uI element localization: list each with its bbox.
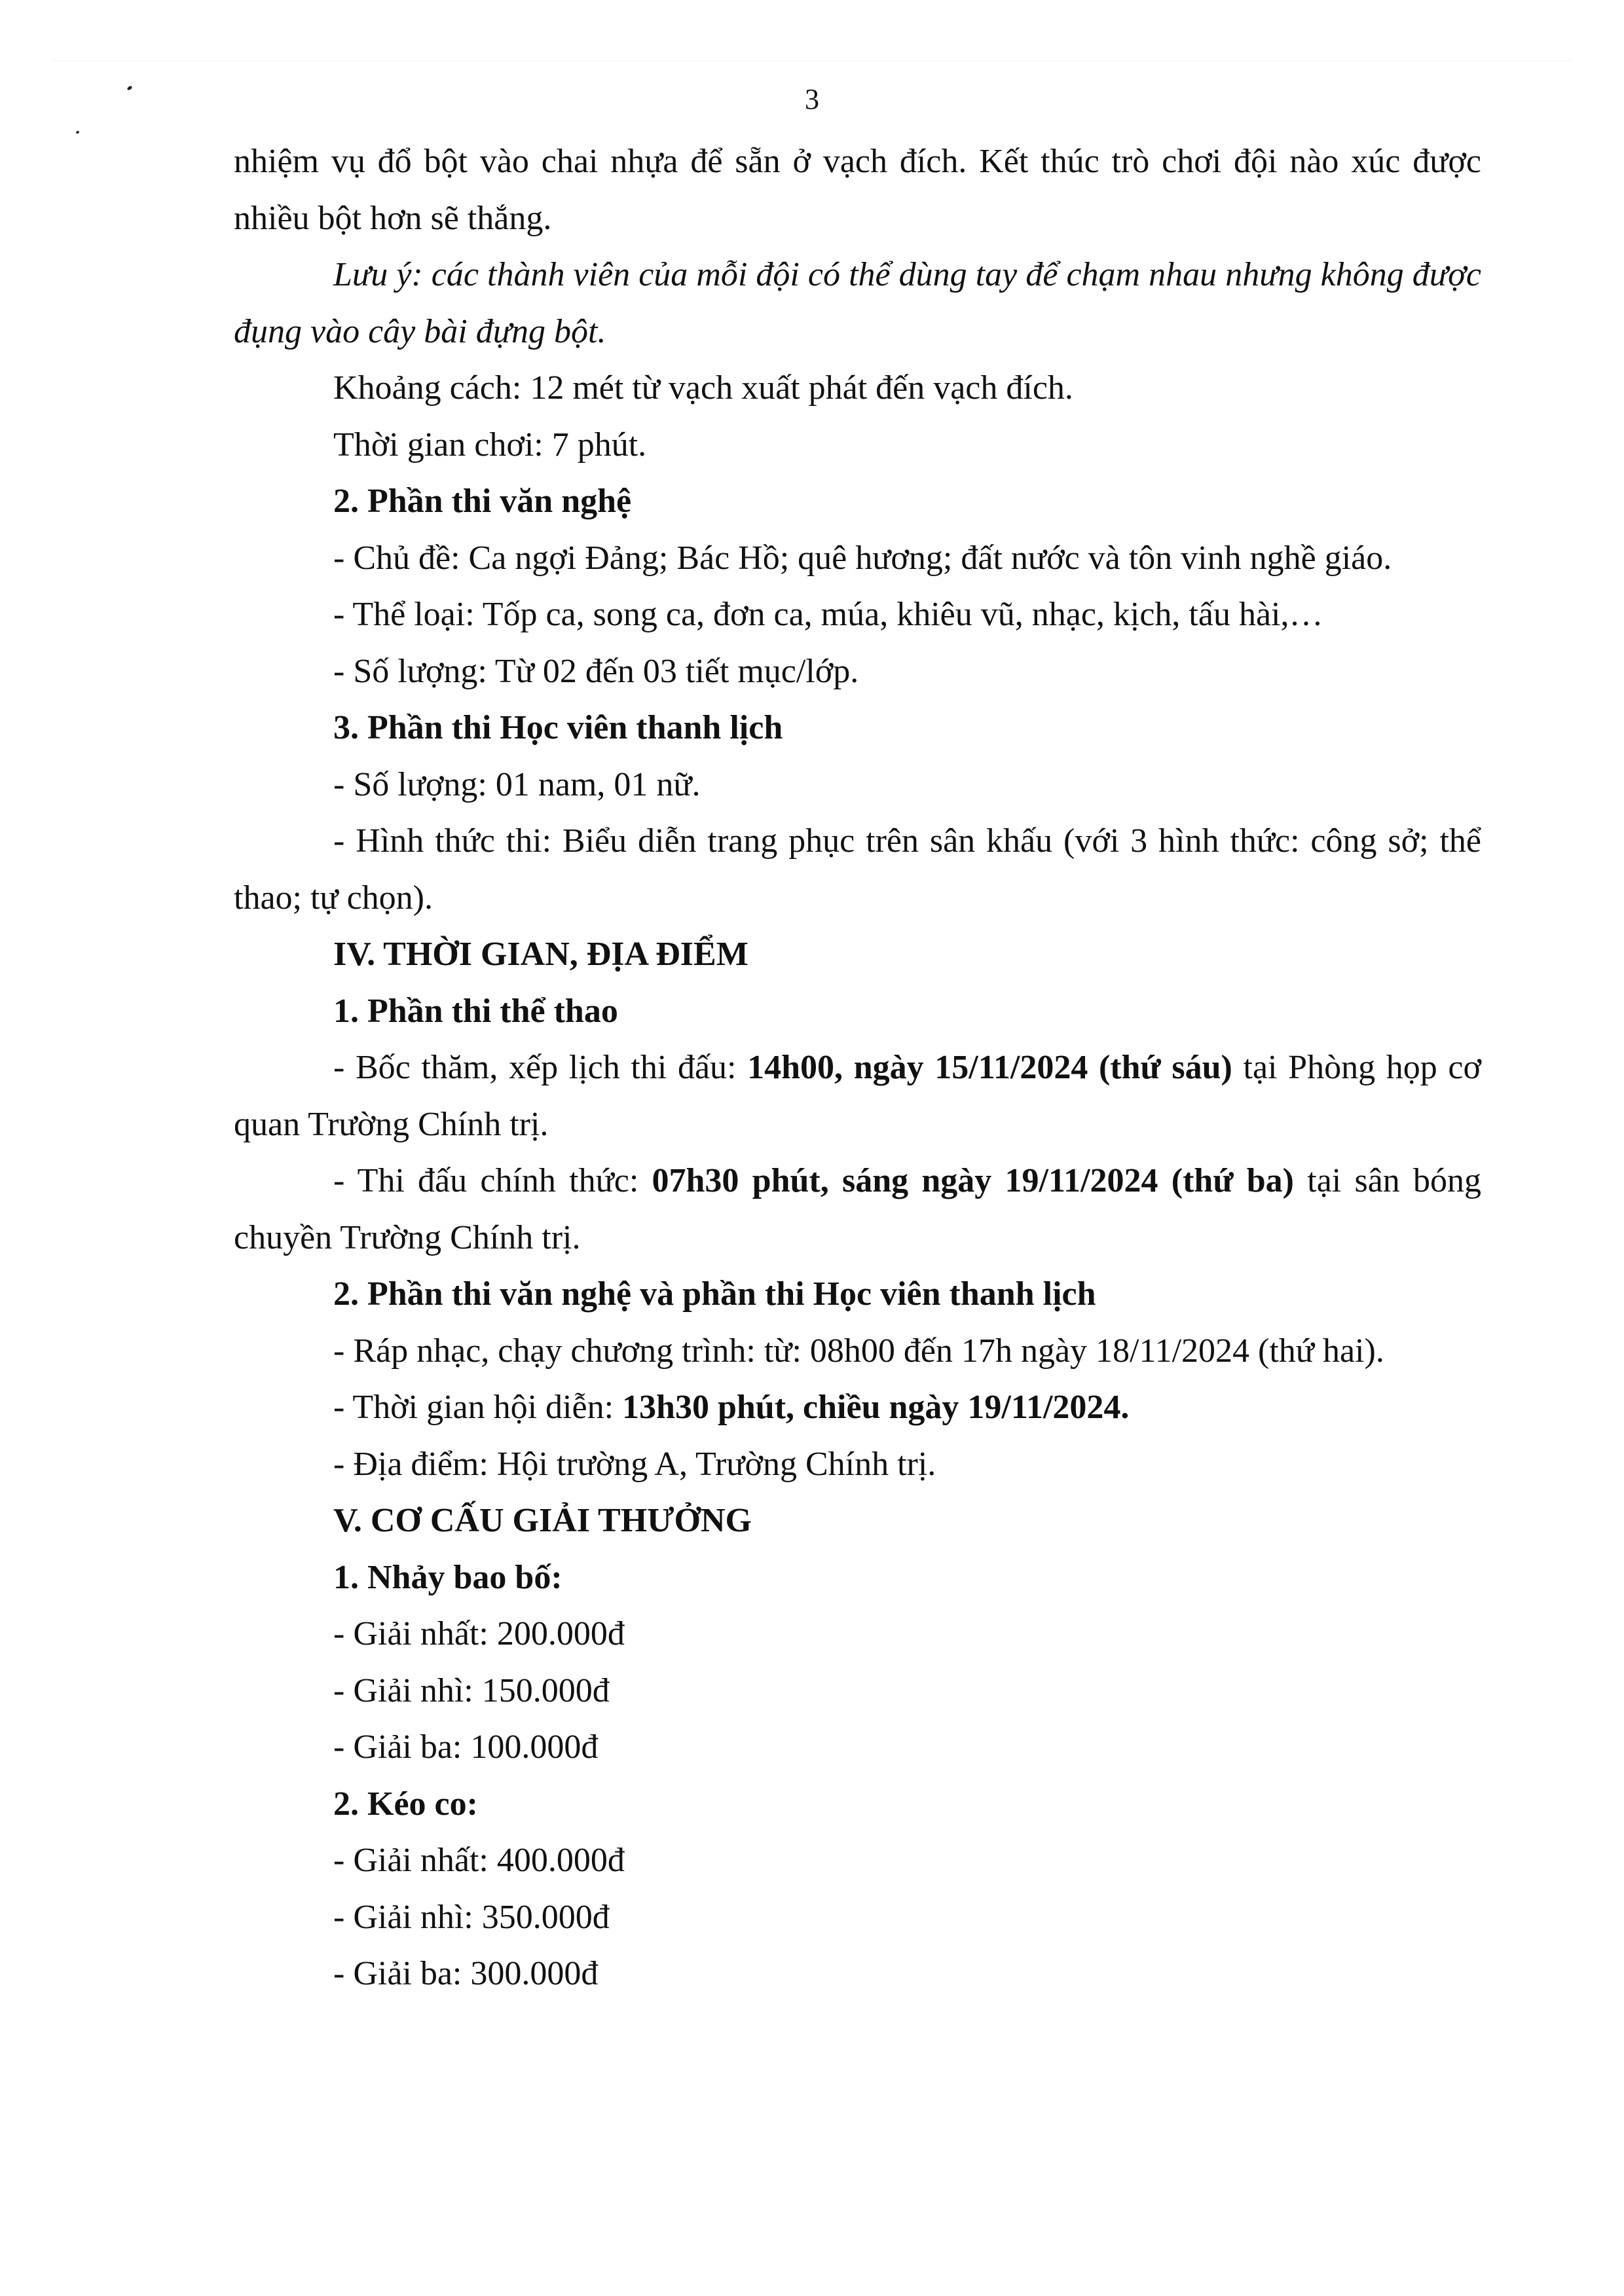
- line-tug-third-prize: - Giải ba: 300.000đ: [333, 1955, 599, 1992]
- line-venue: - Địa điểm: Hội trường A, Trường Chính trị.: [333, 1445, 936, 1483]
- heading-arts-contest: 2. Phần thi văn nghệ: [333, 483, 632, 520]
- match-location: tại sân bóng chuyền Trường Chính trị.: [234, 1162, 1482, 1256]
- paragraph-draw-schedule: [234, 1040, 1481, 1153]
- performance-datetime: 13h30 phút, chiều ngày 19/11/2024.: [622, 1389, 1130, 1426]
- line-arts-quantity: - Số lượng: Từ 02 đến 03 tiết mục/lớp.: [333, 652, 859, 690]
- line-performance-time: [234, 1379, 1481, 1436]
- heading-arts-and-elegant: 2. Phần thi văn nghệ và phần thi Học viên thanh lịch: [333, 1275, 1096, 1313]
- line-distance: Khoảng cách: 12 mét từ vạch xuất phát đến vạch đích.: [333, 369, 1073, 407]
- draw-datetime: 14h00, ngày 15/11/2024 (thứ sáu): [747, 1049, 1232, 1086]
- line-arts-genre: - Thể loại: Tốp ca, song ca, đơn ca, múa, khiêu vũ, nhạc, kịch, tấu hài,…: [333, 596, 1323, 633]
- line-arts-topic: - Chủ đề: Ca ngợi Đảng; Bác Hồ; quê hương; đất nước và tôn vinh nghề giáo.: [333, 539, 1392, 577]
- heading-section-iv: IV. THỜI GIAN, ĐỊA ĐIỂM: [333, 936, 748, 973]
- page-number: 3: [805, 83, 819, 115]
- heading-tug-of-war: 2. Kéo co:: [333, 1785, 478, 1823]
- heading-section-v: V. CƠ CẤU GIẢI THƯỞNG: [333, 1502, 752, 1539]
- line-rehearsal: - Ráp nhạc, chạy chương trình: từ: 08h00 đến 17h ngày 18/11/2024 (thứ hai).: [333, 1332, 1384, 1370]
- line-tug-first-prize: - Giải nhất: 400.000đ: [333, 1842, 625, 1879]
- match-datetime: 07h30 phút, sáng ngày 19/11/2024 (thứ ba): [652, 1162, 1295, 1199]
- performance-text: - Thời gian hội diễn:: [333, 1389, 623, 1426]
- document-body: [234, 134, 1481, 2003]
- line-tug-second-prize: - Giải nhì: 350.000đ: [333, 1898, 610, 1936]
- paragraph-official-match: [234, 1153, 1481, 1266]
- line-play-time: Thời gian chơi: 7 phút.: [333, 426, 647, 464]
- paragraph-game-rules: nhiệm vụ đổ bột vào chai nhựa để sẵn ở vạch đích. Kết thúc trò chơi đội nào xúc được nhiều bột hơn sẽ thắng.: [234, 143, 1481, 237]
- paragraph-elegant-form: - Hình thức thi: Biểu diễn trang phục trên sân khấu (với 3 hình thức: công sở; thể thao; tự chọn).: [234, 822, 1481, 917]
- heading-sack-race: 1. Nhảy bao bố:: [333, 1558, 563, 1596]
- heading-sports-contest: 1. Phần thi thể thao: [333, 992, 618, 1030]
- paragraph-note: Lưu ý: các thành viên của mỗi đội có thể dùng tay để chạm nhau nhưng không được đụng vào cây bài đựng bột.: [234, 256, 1481, 350]
- heading-elegant-student: 3. Phần thi Học viên thanh lịch: [333, 709, 783, 746]
- line-sack-second-prize: - Giải nhì: 150.000đ: [333, 1671, 610, 1709]
- scan-top-rule: [52, 60, 1572, 61]
- line-sack-third-prize: - Giải ba: 100.000đ: [333, 1728, 599, 1766]
- draw-text: - Bốc thăm, xếp lịch thi đấu:: [333, 1049, 748, 1086]
- draw-location: tại Phòng họp cơ quan Trường Chính trị.: [234, 1049, 1481, 1143]
- match-text: - Thi đấu chính thức:: [333, 1162, 652, 1199]
- scan-speck: [75, 130, 79, 134]
- line-elegant-quantity: - Số lượng: 01 nam, 01 nữ.: [333, 765, 701, 803]
- line-sack-first-prize: - Giải nhất: 200.000đ: [333, 1615, 625, 1652]
